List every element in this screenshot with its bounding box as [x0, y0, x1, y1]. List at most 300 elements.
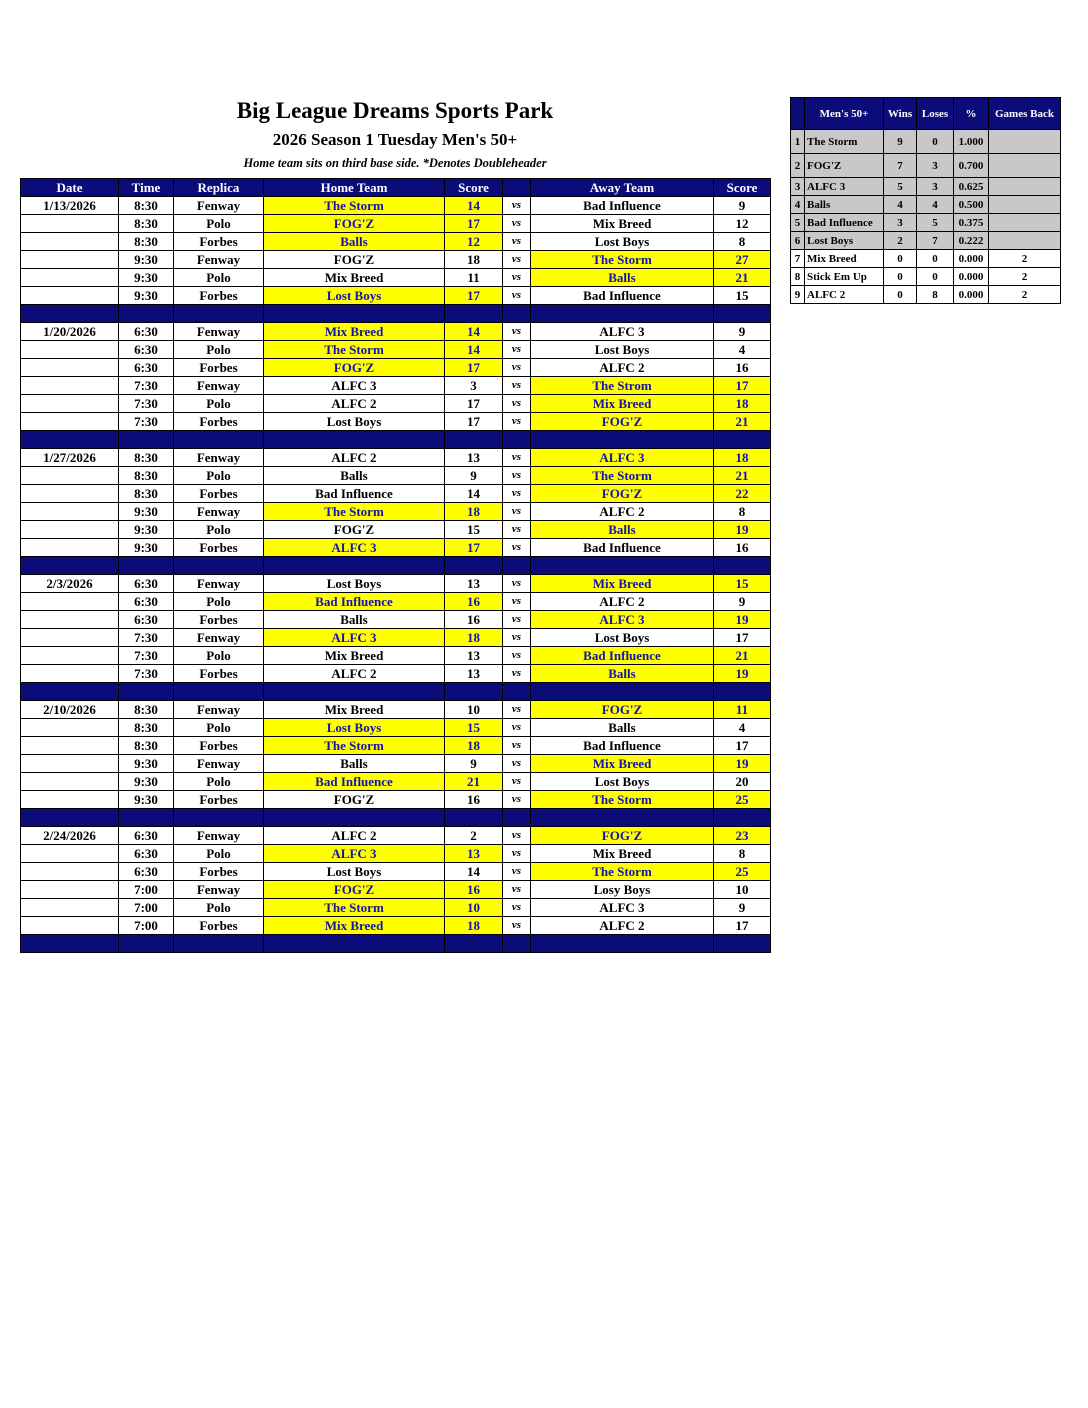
table-row	[21, 215, 771, 233]
away-team: The Strom	[531, 377, 714, 395]
game-field: Polo	[174, 215, 264, 233]
game-time: 7:30	[119, 377, 174, 395]
standings-percent: 0.000	[954, 268, 989, 286]
away-team: ALFC 2	[531, 917, 714, 935]
game-date	[21, 395, 119, 413]
vs-label: vs	[503, 791, 531, 809]
home-score: 10	[445, 899, 503, 917]
game-field: Fenway	[174, 881, 264, 899]
standings-row	[791, 196, 1061, 214]
separator-cell	[264, 683, 445, 701]
game-time: 7:30	[119, 665, 174, 683]
table-row	[21, 197, 771, 215]
home-team: ALFC 2	[264, 449, 445, 467]
home-score: 13	[445, 647, 503, 665]
away-team: Lost Boys	[531, 233, 714, 251]
home-team: The Storm	[264, 341, 445, 359]
week-separator-row	[21, 683, 771, 701]
standings-header-games-back: Games Back	[989, 98, 1061, 130]
standings-loses: 0	[917, 250, 954, 268]
game-date	[21, 917, 119, 935]
away-team: FOG'Z	[531, 485, 714, 503]
away-score: 15	[714, 287, 771, 305]
home-team: Bad Influence	[264, 485, 445, 503]
away-team: Bad Influence	[531, 287, 714, 305]
game-date	[21, 359, 119, 377]
separator-cell	[21, 305, 119, 323]
home-score: 15	[445, 719, 503, 737]
game-date	[21, 665, 119, 683]
standings-team: Lost Boys	[805, 232, 884, 250]
game-field: Forbes	[174, 233, 264, 251]
home-team: ALFC 2	[264, 827, 445, 845]
home-score: 9	[445, 755, 503, 773]
table-row	[21, 395, 771, 413]
home-score: 15	[445, 521, 503, 539]
standings-row	[791, 178, 1061, 196]
home-team: Lost Boys	[264, 575, 445, 593]
game-date	[21, 647, 119, 665]
away-team: ALFC 2	[531, 503, 714, 521]
week-separator-row	[21, 305, 771, 323]
table-row	[21, 899, 771, 917]
column-header-home-team: Home Team	[264, 179, 445, 197]
away-team: Mix Breed	[531, 395, 714, 413]
standings-rank: 5	[791, 214, 805, 232]
vs-label: vs	[503, 539, 531, 557]
table-row	[21, 449, 771, 467]
separator-cell	[21, 683, 119, 701]
game-time: 8:30	[119, 449, 174, 467]
standings-loses: 4	[917, 196, 954, 214]
home-team: Balls	[264, 755, 445, 773]
standings-header-row	[791, 98, 1061, 130]
standings-percent: 0.000	[954, 286, 989, 304]
standings-team: Stick Em Up	[805, 268, 884, 286]
separator-cell	[445, 557, 503, 575]
standings-header-division: Men's 50+	[805, 98, 884, 130]
home-score: 17	[445, 413, 503, 431]
vs-label: vs	[503, 665, 531, 683]
separator-cell	[503, 683, 531, 701]
game-date	[21, 863, 119, 881]
game-date	[21, 251, 119, 269]
table-row	[21, 359, 771, 377]
separator-cell	[174, 557, 264, 575]
game-time: 6:30	[119, 845, 174, 863]
vs-label: vs	[503, 845, 531, 863]
away-team: Mix Breed	[531, 755, 714, 773]
vs-label: vs	[503, 233, 531, 251]
standings-row	[791, 250, 1061, 268]
separator-cell	[174, 935, 264, 953]
standings-loses: 5	[917, 214, 954, 232]
game-time: 9:30	[119, 503, 174, 521]
standings-wins: 0	[884, 286, 917, 304]
table-row	[21, 233, 771, 251]
game-field: Forbes	[174, 791, 264, 809]
standings-percent: 0.375	[954, 214, 989, 232]
table-row	[21, 773, 771, 791]
home-score: 17	[445, 215, 503, 233]
away-score: 9	[714, 593, 771, 611]
separator-cell	[21, 431, 119, 449]
standings-header-loses: Loses	[917, 98, 954, 130]
standings-row	[791, 286, 1061, 304]
standings-team: Balls	[805, 196, 884, 214]
table-row	[21, 827, 771, 845]
vs-label: vs	[503, 575, 531, 593]
table-row	[21, 629, 771, 647]
game-time: 7:30	[119, 395, 174, 413]
away-score: 21	[714, 413, 771, 431]
home-team: ALFC 2	[264, 665, 445, 683]
away-score: 12	[714, 215, 771, 233]
game-field: Fenway	[174, 575, 264, 593]
away-score: 4	[714, 341, 771, 359]
game-field: Forbes	[174, 863, 264, 881]
home-team: FOG'Z	[264, 251, 445, 269]
separator-cell	[119, 935, 174, 953]
vs-label: vs	[503, 485, 531, 503]
column-header-replica: Replica	[174, 179, 264, 197]
game-time: 8:30	[119, 701, 174, 719]
game-date: 1/20/2026	[21, 323, 119, 341]
standings-loses: 7	[917, 232, 954, 250]
separator-cell	[21, 557, 119, 575]
table-row	[21, 845, 771, 863]
vs-label: vs	[503, 341, 531, 359]
game-time: 8:30	[119, 467, 174, 485]
home-score: 3	[445, 377, 503, 395]
standings-games-back: 2	[989, 250, 1061, 268]
game-time: 7:30	[119, 647, 174, 665]
game-time: 6:30	[119, 611, 174, 629]
home-score: 13	[445, 449, 503, 467]
standings-percent: 0.222	[954, 232, 989, 250]
home-score: 14	[445, 197, 503, 215]
separator-cell	[445, 431, 503, 449]
week-separator-row	[21, 935, 771, 953]
away-team: Lost Boys	[531, 629, 714, 647]
standings-team: Mix Breed	[805, 250, 884, 268]
game-field: Forbes	[174, 413, 264, 431]
separator-cell	[503, 431, 531, 449]
table-row	[21, 791, 771, 809]
vs-label: vs	[503, 413, 531, 431]
standings-percent: 0.500	[954, 196, 989, 214]
game-date	[21, 719, 119, 737]
separator-cell	[531, 305, 714, 323]
away-score: 17	[714, 737, 771, 755]
away-team: Lost Boys	[531, 341, 714, 359]
vs-label: vs	[503, 215, 531, 233]
game-field: Polo	[174, 773, 264, 791]
game-field: Fenway	[174, 377, 264, 395]
separator-cell	[503, 935, 531, 953]
game-time: 6:30	[119, 575, 174, 593]
game-field: Forbes	[174, 539, 264, 557]
game-field: Forbes	[174, 611, 264, 629]
standings-loses: 0	[917, 130, 954, 154]
game-date	[21, 269, 119, 287]
standings-rank: 8	[791, 268, 805, 286]
standings-games-back	[989, 178, 1061, 196]
away-team: ALFC 3	[531, 449, 714, 467]
standings-table	[790, 97, 1061, 304]
game-date	[21, 287, 119, 305]
column-header-away-team: Away Team	[531, 179, 714, 197]
home-score: 12	[445, 233, 503, 251]
vs-label: vs	[503, 287, 531, 305]
game-time: 9:30	[119, 755, 174, 773]
game-time: 6:30	[119, 359, 174, 377]
vs-label: vs	[503, 755, 531, 773]
page-note: Home team sits on third base side. *Denotes Doubleheader	[243, 156, 547, 170]
away-score: 9	[714, 197, 771, 215]
game-time: 8:30	[119, 485, 174, 503]
standings-percent: 1.000	[954, 130, 989, 154]
game-time: 6:30	[119, 341, 174, 359]
table-row	[21, 377, 771, 395]
schedule-table	[20, 178, 771, 953]
table-row	[21, 701, 771, 719]
separator-cell	[445, 809, 503, 827]
home-team: Bad Influence	[264, 593, 445, 611]
separator-cell	[531, 557, 714, 575]
standings-rank: 6	[791, 232, 805, 250]
schedule-header-row	[21, 179, 771, 197]
home-score: 14	[445, 485, 503, 503]
separator-cell	[531, 683, 714, 701]
separator-cell	[714, 935, 771, 953]
table-row	[21, 269, 771, 287]
away-team: Balls	[531, 719, 714, 737]
away-score: 16	[714, 359, 771, 377]
column-header-home-score: Score	[445, 179, 503, 197]
home-score: 21	[445, 773, 503, 791]
home-team: Balls	[264, 611, 445, 629]
table-row	[21, 467, 771, 485]
vs-label: vs	[503, 827, 531, 845]
week-separator-row	[21, 431, 771, 449]
table-row	[21, 287, 771, 305]
away-team: ALFC 3	[531, 323, 714, 341]
table-row	[21, 593, 771, 611]
game-date	[21, 629, 119, 647]
separator-cell	[714, 305, 771, 323]
separator-cell	[264, 809, 445, 827]
away-team: Bad Influence	[531, 539, 714, 557]
game-time: 9:30	[119, 287, 174, 305]
standings-header-wins: Wins	[884, 98, 917, 130]
table-row	[21, 413, 771, 431]
standings-wins: 9	[884, 130, 917, 154]
standings-rank: 9	[791, 286, 805, 304]
vs-label: vs	[503, 647, 531, 665]
game-time: 6:30	[119, 863, 174, 881]
vs-label: vs	[503, 521, 531, 539]
game-date	[21, 791, 119, 809]
home-score: 18	[445, 737, 503, 755]
standings-games-back	[989, 154, 1061, 178]
game-time: 7:00	[119, 899, 174, 917]
vs-label: vs	[503, 377, 531, 395]
table-row	[21, 575, 771, 593]
away-score: 17	[714, 917, 771, 935]
game-date: 2/10/2026	[21, 701, 119, 719]
standings-header-percent: %	[954, 98, 989, 130]
game-field: Forbes	[174, 917, 264, 935]
table-row	[21, 863, 771, 881]
home-score: 10	[445, 701, 503, 719]
away-team: Mix Breed	[531, 575, 714, 593]
game-date	[21, 773, 119, 791]
separator-cell	[119, 305, 174, 323]
away-team: Losy Boys	[531, 881, 714, 899]
standings-games-back	[989, 214, 1061, 232]
separator-cell	[21, 935, 119, 953]
vs-label: vs	[503, 611, 531, 629]
game-field: Fenway	[174, 449, 264, 467]
away-team: Bad Influence	[531, 647, 714, 665]
home-team: The Storm	[264, 737, 445, 755]
standings-games-back	[989, 130, 1061, 154]
table-row	[21, 485, 771, 503]
game-date	[21, 233, 119, 251]
standings-games-back	[989, 232, 1061, 250]
game-time: 6:30	[119, 593, 174, 611]
home-team: ALFC 3	[264, 845, 445, 863]
away-score: 17	[714, 629, 771, 647]
separator-cell	[445, 683, 503, 701]
home-team: Mix Breed	[264, 701, 445, 719]
away-score: 18	[714, 395, 771, 413]
separator-cell	[119, 809, 174, 827]
page-subtitle: 2026 Season 1 Tuesday Men's 50+	[272, 130, 518, 149]
separator-cell	[714, 683, 771, 701]
home-score: 16	[445, 611, 503, 629]
vs-label: vs	[503, 359, 531, 377]
standings-team: Bad Influence	[805, 214, 884, 232]
separator-cell	[264, 557, 445, 575]
game-time: 7:30	[119, 629, 174, 647]
away-team: The Storm	[531, 863, 714, 881]
standings-percent: 0.625	[954, 178, 989, 196]
away-team: The Storm	[531, 251, 714, 269]
away-score: 8	[714, 503, 771, 521]
game-time: 8:30	[119, 737, 174, 755]
home-team: Lost Boys	[264, 863, 445, 881]
away-score: 9	[714, 899, 771, 917]
standings-rank: 7	[791, 250, 805, 268]
vs-label: vs	[503, 629, 531, 647]
separator-cell	[714, 557, 771, 575]
standings-games-back: 2	[989, 286, 1061, 304]
standings-percent: 0.000	[954, 250, 989, 268]
game-field: Polo	[174, 719, 264, 737]
away-score: 21	[714, 647, 771, 665]
game-date	[21, 377, 119, 395]
game-date	[21, 593, 119, 611]
table-row	[21, 341, 771, 359]
game-date	[21, 503, 119, 521]
vs-label: vs	[503, 251, 531, 269]
game-time: 8:30	[119, 233, 174, 251]
game-field: Fenway	[174, 323, 264, 341]
game-date: 1/13/2026	[21, 197, 119, 215]
separator-cell	[264, 431, 445, 449]
standings-loses: 3	[917, 178, 954, 196]
vs-label: vs	[503, 593, 531, 611]
home-team: The Storm	[264, 899, 445, 917]
standings-wins: 3	[884, 214, 917, 232]
game-date: 1/27/2026	[21, 449, 119, 467]
home-score: 17	[445, 395, 503, 413]
separator-cell	[21, 809, 119, 827]
home-score: 16	[445, 593, 503, 611]
vs-label: vs	[503, 917, 531, 935]
game-field: Forbes	[174, 287, 264, 305]
home-team: FOG'Z	[264, 215, 445, 233]
home-team: ALFC 3	[264, 539, 445, 557]
away-score: 20	[714, 773, 771, 791]
game-date	[21, 899, 119, 917]
separator-cell	[445, 935, 503, 953]
separator-cell	[445, 305, 503, 323]
separator-cell	[714, 431, 771, 449]
separator-cell	[264, 935, 445, 953]
standings-loses: 8	[917, 286, 954, 304]
home-score: 13	[445, 575, 503, 593]
home-score: 2	[445, 827, 503, 845]
away-score: 11	[714, 701, 771, 719]
vs-label: vs	[503, 773, 531, 791]
vs-label: vs	[503, 323, 531, 341]
away-team: ALFC 2	[531, 593, 714, 611]
column-header-time: Time	[119, 179, 174, 197]
separator-cell	[119, 683, 174, 701]
away-team: ALFC 3	[531, 611, 714, 629]
standings-games-back: 2	[989, 268, 1061, 286]
vs-label: vs	[503, 197, 531, 215]
game-date	[21, 737, 119, 755]
game-time: 9:30	[119, 251, 174, 269]
table-row	[21, 503, 771, 521]
standings-loses: 0	[917, 268, 954, 286]
game-field: Polo	[174, 593, 264, 611]
away-score: 19	[714, 755, 771, 773]
away-team: Balls	[531, 521, 714, 539]
home-team: Mix Breed	[264, 647, 445, 665]
table-row	[21, 521, 771, 539]
table-row	[21, 665, 771, 683]
game-time: 9:30	[119, 269, 174, 287]
game-field: Polo	[174, 269, 264, 287]
game-field: Polo	[174, 521, 264, 539]
separator-cell	[174, 809, 264, 827]
home-team: Lost Boys	[264, 719, 445, 737]
away-team: ALFC 2	[531, 359, 714, 377]
home-score: 18	[445, 503, 503, 521]
separator-cell	[531, 431, 714, 449]
game-date	[21, 611, 119, 629]
separator-cell	[503, 809, 531, 827]
standings-row	[791, 232, 1061, 250]
away-score: 21	[714, 269, 771, 287]
away-team: Bad Influence	[531, 737, 714, 755]
home-team: Mix Breed	[264, 323, 445, 341]
